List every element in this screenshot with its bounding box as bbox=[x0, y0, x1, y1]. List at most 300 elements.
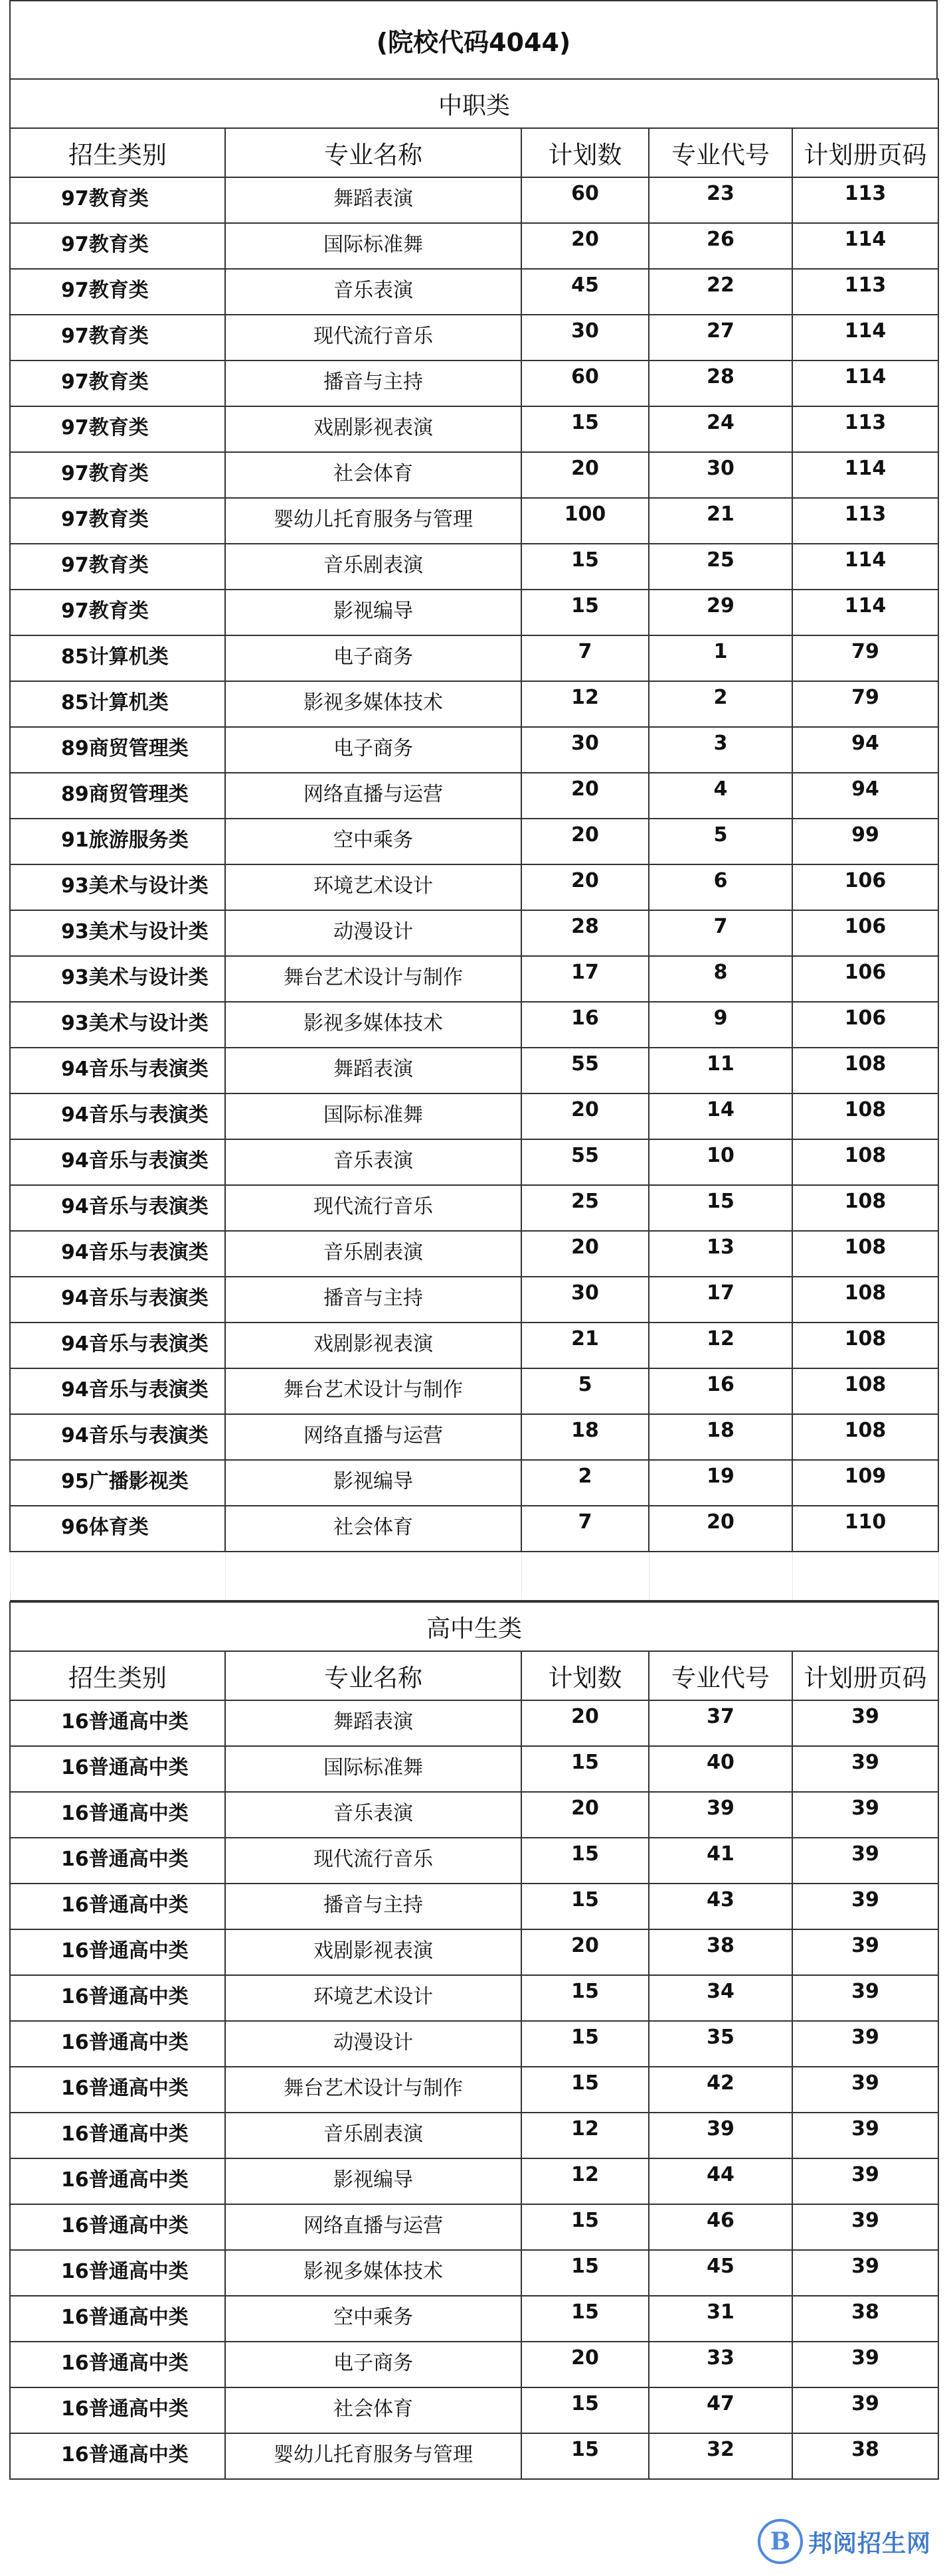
cell-plan-count: 7 bbox=[521, 635, 649, 681]
cell-major-code: 31 bbox=[649, 2296, 792, 2342]
table-row bbox=[10, 773, 938, 819]
cell-plan-count: 60 bbox=[521, 361, 649, 406]
cell-major: 现代流行音乐 bbox=[225, 1838, 521, 1884]
cell-major: 网络直播与运营 bbox=[225, 2204, 521, 2250]
cell-major-code: 26 bbox=[649, 223, 792, 269]
cell-plan-count: 15 bbox=[521, 1975, 649, 2021]
cell-page-number: 113 bbox=[792, 177, 938, 223]
cell-major: 婴幼儿托育服务与管理 bbox=[225, 498, 521, 544]
cell-plan-count: 12 bbox=[521, 2158, 649, 2204]
cell-category: 16普通高中类 bbox=[10, 2250, 225, 2296]
cell-category: 89商贸管理类 bbox=[10, 727, 225, 773]
cell-page-number: 39 bbox=[792, 2342, 938, 2387]
cell-plan-count: 30 bbox=[521, 315, 649, 361]
cell-plan-count: 45 bbox=[521, 269, 649, 315]
cell-major-code: 3 bbox=[649, 727, 792, 773]
cell-plan-count: 15 bbox=[521, 2250, 649, 2296]
cell-category: 94音乐与表演类 bbox=[10, 1139, 225, 1185]
cell-category: 16普通高中类 bbox=[10, 1838, 225, 1884]
cell-plan-count: 28 bbox=[521, 910, 649, 956]
cell-page-number: 108 bbox=[792, 1231, 938, 1277]
table-row bbox=[10, 1185, 938, 1231]
cell-category: 16普通高中类 bbox=[10, 1884, 225, 1929]
table-row bbox=[10, 1323, 938, 1368]
high-school-table bbox=[9, 1601, 939, 2480]
cell-major: 电子商务 bbox=[225, 727, 521, 773]
cell-major-code: 27 bbox=[649, 315, 792, 361]
cell-category: 16普通高中类 bbox=[10, 2204, 225, 2250]
cell-major: 播音与主持 bbox=[225, 1277, 521, 1323]
cell-category: 16普通高中类 bbox=[10, 1746, 225, 1792]
cell-page-number: 38 bbox=[792, 2296, 938, 2342]
table-row bbox=[10, 1884, 938, 1929]
cell-major-code: 1 bbox=[649, 635, 792, 681]
cell-category: 16普通高中类 bbox=[10, 1929, 225, 1975]
cell-category: 85计算机类 bbox=[10, 681, 225, 727]
cell-major: 国际标准舞 bbox=[225, 1093, 521, 1139]
cell-category: 16普通高中类 bbox=[10, 2067, 225, 2113]
cell-category: 97教育类 bbox=[10, 223, 225, 269]
cell-plan-count: 15 bbox=[521, 1838, 649, 1884]
cell-major-code: 44 bbox=[649, 2158, 792, 2204]
table-row bbox=[10, 2158, 938, 2204]
cell-major-code: 25 bbox=[649, 544, 792, 590]
cell-page-number: 113 bbox=[792, 498, 938, 544]
table-row bbox=[10, 2342, 938, 2387]
cell-page-number: 79 bbox=[792, 635, 938, 681]
cell-page-number: 106 bbox=[792, 1002, 938, 1048]
cell-plan-count: 7 bbox=[521, 1506, 649, 1552]
page-title: (院校代码4044) bbox=[9, 0, 938, 78]
cell-page-number: 94 bbox=[792, 773, 938, 819]
cell-major-code: 2 bbox=[649, 681, 792, 727]
table-row bbox=[10, 361, 938, 406]
table-row bbox=[10, 681, 938, 727]
cell-major: 环境艺术设计 bbox=[225, 1975, 521, 2021]
cell-category: 93美术与设计类 bbox=[10, 864, 225, 910]
cell-page-number: 114 bbox=[792, 223, 938, 269]
cell-page-number: 109 bbox=[792, 1460, 938, 1506]
cell-major-code: 19 bbox=[649, 1460, 792, 1506]
cell-major: 戏剧影视表演 bbox=[225, 406, 521, 452]
cell-page-number: 39 bbox=[792, 2021, 938, 2067]
cell-page-number: 108 bbox=[792, 1414, 938, 1460]
cell-major: 影视编导 bbox=[225, 2158, 521, 2204]
cell-plan-count: 20 bbox=[521, 223, 649, 269]
header-major: 专业名称 bbox=[225, 128, 521, 177]
header-major-code: 专业代号 bbox=[649, 1651, 792, 1700]
cell-category: 97教育类 bbox=[10, 498, 225, 544]
cell-major-code: 35 bbox=[649, 2021, 792, 2067]
cell-category: 94音乐与表演类 bbox=[10, 1323, 225, 1368]
table-row bbox=[10, 2250, 938, 2296]
table-row bbox=[10, 1506, 938, 1552]
cell-major-code: 13 bbox=[649, 1231, 792, 1277]
cell-major-code: 34 bbox=[649, 1975, 792, 2021]
cell-category: 97教育类 bbox=[10, 361, 225, 406]
cell-plan-count: 12 bbox=[521, 2113, 649, 2158]
table-row bbox=[10, 2387, 938, 2433]
cell-major: 舞台艺术设计与制作 bbox=[225, 1368, 521, 1414]
cell-page-number: 108 bbox=[792, 1093, 938, 1139]
table-row bbox=[10, 2433, 938, 2479]
cell-page-number: 108 bbox=[792, 1277, 938, 1323]
cell-page-number: 39 bbox=[792, 2067, 938, 2113]
cell-page-number: 108 bbox=[792, 1185, 938, 1231]
cell-page-number: 113 bbox=[792, 269, 938, 315]
cell-major-code: 47 bbox=[649, 2387, 792, 2433]
cell-plan-count: 15 bbox=[521, 2067, 649, 2113]
cell-major: 影视多媒体技术 bbox=[225, 2250, 521, 2296]
table-row bbox=[10, 1700, 938, 1746]
header-category: 招生类别 bbox=[10, 1651, 225, 1700]
cell-major: 播音与主持 bbox=[225, 361, 521, 406]
table-row bbox=[10, 2204, 938, 2250]
cell-page-number: 114 bbox=[792, 315, 938, 361]
cell-page-number: 39 bbox=[792, 1838, 938, 1884]
section-caption: 高中生类 bbox=[10, 1602, 938, 1651]
cell-major-code: 29 bbox=[649, 590, 792, 635]
cell-major-code: 23 bbox=[649, 177, 792, 223]
header-major-code: 专业代号 bbox=[649, 128, 792, 177]
cell-major-code: 39 bbox=[649, 2113, 792, 2158]
cell-plan-count: 20 bbox=[521, 2342, 649, 2387]
cell-major: 现代流行音乐 bbox=[225, 315, 521, 361]
cell-plan-count: 15 bbox=[521, 2387, 649, 2433]
cell-major-code: 28 bbox=[649, 361, 792, 406]
cell-major-code: 21 bbox=[649, 498, 792, 544]
cell-page-number: 39 bbox=[792, 2387, 938, 2433]
cell-category: 16普通高中类 bbox=[10, 2387, 225, 2433]
cell-category: 97教育类 bbox=[10, 406, 225, 452]
cell-major-code: 39 bbox=[649, 1792, 792, 1838]
cell-major: 网络直播与运营 bbox=[225, 773, 521, 819]
cell-plan-count: 20 bbox=[521, 1093, 649, 1139]
cell-major: 舞台艺术设计与制作 bbox=[225, 956, 521, 1002]
cell-major-code: 9 bbox=[649, 1002, 792, 1048]
cell-plan-count: 55 bbox=[521, 1048, 649, 1093]
cell-plan-count: 21 bbox=[521, 1323, 649, 1368]
cell-major: 电子商务 bbox=[225, 2342, 521, 2387]
cell-plan-count: 15 bbox=[521, 2433, 649, 2479]
table-row bbox=[10, 1792, 938, 1838]
cell-plan-count: 2 bbox=[521, 1460, 649, 1506]
cell-page-number: 39 bbox=[792, 1975, 938, 2021]
table-row bbox=[10, 1414, 938, 1460]
cell-category: 16普通高中类 bbox=[10, 1792, 225, 1838]
cell-major-code: 12 bbox=[649, 1323, 792, 1368]
cell-major: 空中乘务 bbox=[225, 2296, 521, 2342]
cell-page-number: 39 bbox=[792, 2158, 938, 2204]
cell-category: 94音乐与表演类 bbox=[10, 1414, 225, 1460]
cell-category: 16普通高中类 bbox=[10, 2296, 225, 2342]
cell-category: 96体育类 bbox=[10, 1506, 225, 1552]
cell-category: 16普通高中类 bbox=[10, 2158, 225, 2204]
cell-page-number: 113 bbox=[792, 406, 938, 452]
table-row bbox=[10, 1929, 938, 1975]
cell-major-code: 37 bbox=[649, 1700, 792, 1746]
cell-major-code: 43 bbox=[649, 1884, 792, 1929]
cell-category: 93美术与设计类 bbox=[10, 1002, 225, 1048]
cell-page-number: 94 bbox=[792, 727, 938, 773]
cell-major: 播音与主持 bbox=[225, 1884, 521, 1929]
cell-category: 94音乐与表演类 bbox=[10, 1048, 225, 1093]
cell-major: 音乐剧表演 bbox=[225, 544, 521, 590]
cell-page-number: 106 bbox=[792, 864, 938, 910]
cell-major: 电子商务 bbox=[225, 635, 521, 681]
cell-category: 97教育类 bbox=[10, 269, 225, 315]
cell-plan-count: 30 bbox=[521, 727, 649, 773]
table-row bbox=[10, 635, 938, 681]
cell-category: 16普通高中类 bbox=[10, 2113, 225, 2158]
table-row bbox=[10, 1746, 938, 1792]
cell-major: 音乐表演 bbox=[225, 1139, 521, 1185]
cell-major-code: 33 bbox=[649, 2342, 792, 2387]
table-row bbox=[10, 1231, 938, 1277]
table-row bbox=[10, 315, 938, 361]
header-plan-count: 计划数 bbox=[521, 1651, 649, 1700]
watermark bbox=[758, 2519, 931, 2564]
cell-major: 社会体育 bbox=[225, 452, 521, 498]
table-row bbox=[10, 864, 938, 910]
table-row bbox=[10, 1139, 938, 1185]
cell-major: 戏剧影视表演 bbox=[225, 1323, 521, 1368]
cell-page-number: 39 bbox=[792, 1884, 938, 1929]
table-row bbox=[10, 452, 938, 498]
cell-major-code: 46 bbox=[649, 2204, 792, 2250]
cell-major-code: 20 bbox=[649, 1506, 792, 1552]
cell-plan-count: 15 bbox=[521, 590, 649, 635]
cell-plan-count: 15 bbox=[521, 544, 649, 590]
table-row bbox=[10, 1460, 938, 1506]
cell-page-number: 114 bbox=[792, 590, 938, 635]
cell-plan-count: 20 bbox=[521, 1700, 649, 1746]
cell-major: 音乐表演 bbox=[225, 269, 521, 315]
table-row bbox=[10, 2067, 938, 2113]
section-spacer bbox=[10, 1552, 938, 1601]
cell-page-number: 39 bbox=[792, 1746, 938, 1792]
table-row bbox=[10, 2021, 938, 2067]
cell-major: 舞蹈表演 bbox=[225, 1048, 521, 1093]
cell-page-number: 99 bbox=[792, 819, 938, 864]
cell-major: 动漫设计 bbox=[225, 910, 521, 956]
table-row bbox=[10, 956, 938, 1002]
vocational-table bbox=[9, 78, 939, 1601]
table-row bbox=[10, 910, 938, 956]
cell-major-code: 17 bbox=[649, 1277, 792, 1323]
cell-category: 89商贸管理类 bbox=[10, 773, 225, 819]
cell-category: 16普通高中类 bbox=[10, 1700, 225, 1746]
cell-plan-count: 20 bbox=[521, 1929, 649, 1975]
cell-page-number: 106 bbox=[792, 956, 938, 1002]
cell-page-number: 39 bbox=[792, 1700, 938, 1746]
cell-category: 97教育类 bbox=[10, 315, 225, 361]
cell-major: 舞蹈表演 bbox=[225, 1700, 521, 1746]
cell-major-code: 45 bbox=[649, 2250, 792, 2296]
table-row bbox=[10, 498, 938, 544]
watermark-text: 邦阅招生网 bbox=[808, 2530, 931, 2557]
cell-category: 94音乐与表演类 bbox=[10, 1277, 225, 1323]
cell-category: 93美术与设计类 bbox=[10, 910, 225, 956]
cell-plan-count: 25 bbox=[521, 1185, 649, 1231]
cell-category: 97教育类 bbox=[10, 590, 225, 635]
cell-major: 社会体育 bbox=[225, 1506, 521, 1552]
cell-major-code: 24 bbox=[649, 406, 792, 452]
cell-plan-count: 15 bbox=[521, 406, 649, 452]
cell-major: 影视编导 bbox=[225, 590, 521, 635]
header-category: 招生类别 bbox=[10, 128, 225, 177]
cell-plan-count: 15 bbox=[521, 2021, 649, 2067]
cell-plan-count: 12 bbox=[521, 681, 649, 727]
cell-plan-count: 20 bbox=[521, 864, 649, 910]
cell-major-code: 38 bbox=[649, 1929, 792, 1975]
cell-major: 国际标准舞 bbox=[225, 223, 521, 269]
header-page-number: 计划册页码 bbox=[792, 1651, 938, 1700]
cell-category: 16普通高中类 bbox=[10, 2342, 225, 2387]
cell-plan-count: 15 bbox=[521, 1746, 649, 1792]
cell-major-code: 14 bbox=[649, 1093, 792, 1139]
table-row bbox=[10, 406, 938, 452]
cell-major: 环境艺术设计 bbox=[225, 864, 521, 910]
cell-major-code: 40 bbox=[649, 1746, 792, 1792]
cell-page-number: 114 bbox=[792, 452, 938, 498]
cell-page-number: 38 bbox=[792, 2433, 938, 2479]
table-row bbox=[10, 1093, 938, 1139]
cell-category: 16普通高中类 bbox=[10, 2021, 225, 2067]
cell-page-number: 39 bbox=[792, 2113, 938, 2158]
cell-plan-count: 20 bbox=[521, 1792, 649, 1838]
cell-plan-count: 60 bbox=[521, 177, 649, 223]
cell-major: 现代流行音乐 bbox=[225, 1185, 521, 1231]
cell-major-code: 22 bbox=[649, 269, 792, 315]
table-row bbox=[10, 1048, 938, 1093]
cell-major-code: 15 bbox=[649, 1185, 792, 1231]
cell-category: 94音乐与表演类 bbox=[10, 1231, 225, 1277]
table-row bbox=[10, 2113, 938, 2158]
cell-major: 影视编导 bbox=[225, 1460, 521, 1506]
admission-plan-sheet bbox=[9, 0, 938, 2480]
header-page-number: 计划册页码 bbox=[792, 128, 938, 177]
cell-page-number: 108 bbox=[792, 1048, 938, 1093]
cell-page-number: 108 bbox=[792, 1368, 938, 1414]
cell-plan-count: 100 bbox=[521, 498, 649, 544]
cell-category: 97教育类 bbox=[10, 544, 225, 590]
cell-category: 93美术与设计类 bbox=[10, 956, 225, 1002]
cell-category: 97教育类 bbox=[10, 452, 225, 498]
cell-major-code: 18 bbox=[649, 1414, 792, 1460]
cell-major: 影视多媒体技术 bbox=[225, 1002, 521, 1048]
cell-major: 影视多媒体技术 bbox=[225, 681, 521, 727]
header-row bbox=[10, 1651, 938, 1700]
header-major: 专业名称 bbox=[225, 1651, 521, 1700]
cell-page-number: 108 bbox=[792, 1323, 938, 1368]
table-row bbox=[10, 269, 938, 315]
cell-page-number: 79 bbox=[792, 681, 938, 727]
table-row bbox=[10, 1975, 938, 2021]
table-row bbox=[10, 1838, 938, 1884]
cell-major: 戏剧影视表演 bbox=[225, 1929, 521, 1975]
cell-plan-count: 18 bbox=[521, 1414, 649, 1460]
cell-major: 动漫设计 bbox=[225, 2021, 521, 2067]
table-row bbox=[10, 2296, 938, 2342]
cell-page-number: 114 bbox=[792, 361, 938, 406]
cell-major-code: 32 bbox=[649, 2433, 792, 2479]
cell-plan-count: 15 bbox=[521, 2204, 649, 2250]
cell-plan-count: 30 bbox=[521, 1277, 649, 1323]
cell-major-code: 6 bbox=[649, 864, 792, 910]
table-row bbox=[10, 1002, 938, 1048]
cell-page-number: 114 bbox=[792, 544, 938, 590]
section-caption: 中职类 bbox=[10, 79, 938, 128]
cell-major-code: 5 bbox=[649, 819, 792, 864]
cell-category: 95广播影视类 bbox=[10, 1460, 225, 1506]
cell-major-code: 42 bbox=[649, 2067, 792, 2113]
cell-plan-count: 20 bbox=[521, 819, 649, 864]
cell-major: 音乐剧表演 bbox=[225, 1231, 521, 1277]
cell-major-code: 16 bbox=[649, 1368, 792, 1414]
cell-major: 社会体育 bbox=[225, 2387, 521, 2433]
cell-category: 16普通高中类 bbox=[10, 1975, 225, 2021]
cell-category: 91旅游服务类 bbox=[10, 819, 225, 864]
cell-category: 85计算机类 bbox=[10, 635, 225, 681]
cell-major-code: 11 bbox=[649, 1048, 792, 1093]
table-row bbox=[10, 1368, 938, 1414]
cell-page-number: 39 bbox=[792, 2250, 938, 2296]
cell-category: 94音乐与表演类 bbox=[10, 1093, 225, 1139]
header-plan-count: 计划数 bbox=[521, 128, 649, 177]
cell-plan-count: 15 bbox=[521, 1884, 649, 1929]
cell-plan-count: 15 bbox=[521, 2296, 649, 2342]
cell-major-code: 10 bbox=[649, 1139, 792, 1185]
table-row bbox=[10, 727, 938, 773]
cell-major: 空中乘务 bbox=[225, 819, 521, 864]
cell-plan-count: 20 bbox=[521, 773, 649, 819]
table-row bbox=[10, 590, 938, 635]
cell-major-code: 4 bbox=[649, 773, 792, 819]
cell-page-number: 39 bbox=[792, 1929, 938, 1975]
cell-major-code: 7 bbox=[649, 910, 792, 956]
cell-page-number: 108 bbox=[792, 1139, 938, 1185]
cell-page-number: 39 bbox=[792, 2204, 938, 2250]
cell-plan-count: 17 bbox=[521, 956, 649, 1002]
cell-major-code: 30 bbox=[649, 452, 792, 498]
cell-plan-count: 55 bbox=[521, 1139, 649, 1185]
cell-plan-count: 5 bbox=[521, 1368, 649, 1414]
cell-plan-count: 20 bbox=[521, 452, 649, 498]
table-row bbox=[10, 544, 938, 590]
cell-major: 网络直播与运营 bbox=[225, 1414, 521, 1460]
table-row bbox=[10, 1277, 938, 1323]
table-row bbox=[10, 223, 938, 269]
cell-category: 16普通高中类 bbox=[10, 2433, 225, 2479]
cell-category: 94音乐与表演类 bbox=[10, 1368, 225, 1414]
cell-major: 舞台艺术设计与制作 bbox=[225, 2067, 521, 2113]
cell-major: 舞蹈表演 bbox=[225, 177, 521, 223]
cell-category: 94音乐与表演类 bbox=[10, 1185, 225, 1231]
cell-category: 97教育类 bbox=[10, 177, 225, 223]
table-row bbox=[10, 819, 938, 864]
cell-plan-count: 16 bbox=[521, 1002, 649, 1048]
cell-page-number: 106 bbox=[792, 910, 938, 956]
cell-major: 国际标准舞 bbox=[225, 1746, 521, 1792]
header-row bbox=[10, 128, 938, 177]
cell-major: 婴幼儿托育服务与管理 bbox=[225, 2433, 521, 2479]
cell-page-number: 110 bbox=[792, 1506, 938, 1552]
watermark-logo-icon: B bbox=[758, 2519, 803, 2564]
cell-major: 音乐表演 bbox=[225, 1792, 521, 1838]
cell-plan-count: 20 bbox=[521, 1231, 649, 1277]
table-row bbox=[10, 177, 938, 223]
